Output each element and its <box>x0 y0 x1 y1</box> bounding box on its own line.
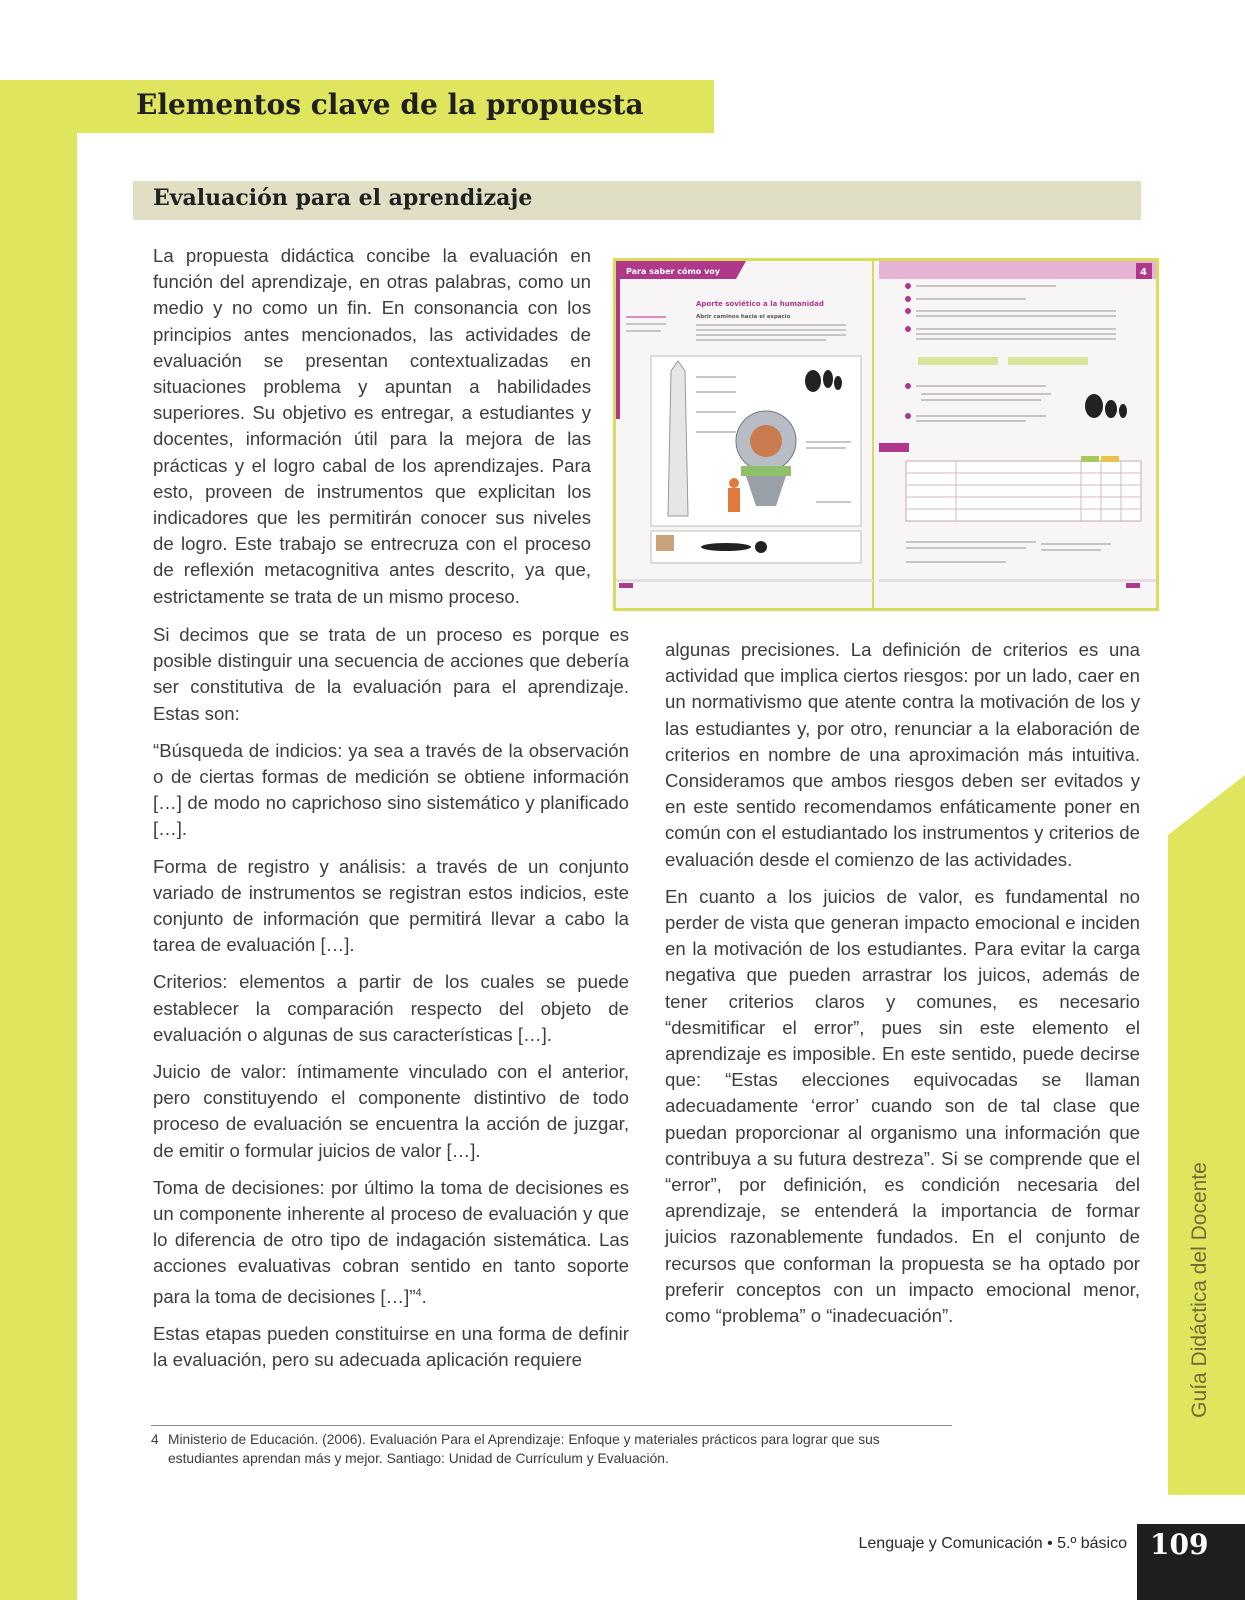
column-a <box>153 243 591 621</box>
footnote-number: 4 <box>151 1432 159 1447</box>
column-b <box>153 622 629 1384</box>
thumb-subheading: Abrir caminos hacia el espacio <box>696 314 791 320</box>
paragraph: “Búsqueda de indicios: ya sea a través de la observación o de ciertas formas de medición se obtiene información […] de modo no caprichoso sino sistemático y planificado […]. <box>153 739 629 840</box>
paragraph: Estas etapas pueden constituirse en una forma de definir la evaluación, pero su adecuada aplicación requiere <box>153 1323 629 1371</box>
page-number: 109 <box>1150 1528 1209 1561</box>
thumb-tab-number: 4 <box>1140 267 1147 278</box>
section-title: Evaluación para el aprendizaje <box>153 185 533 211</box>
page-thumbnail-image <box>613 258 1159 611</box>
paragraph: Criterios: elementos a partir de los cuales se puede establecer la comparación respecto del objeto de evaluación o algunas de sus características […]. <box>153 971 629 1045</box>
paragraph: La propuesta didáctica concibe la evaluación en función del aprendizaje, en otras palabras, como un medio y no como un fin. En consonancia con los principios antes mencionados, las actividades de evaluación se presentan contextualizadas en situaciones problema y apuntan a habilidades superiores. Su objetivo es entregar, a estudiantes y docentes, información útil para la mejora de las prácticas y el logro cabal de los aprendizajes. Para esto, proveen de instrumentos que explicitan los indicadores que les permitirán conocer sus niveles de logro. Este trabajo se entrecruza con el proceso de reflexión metacognitiva antes descrito, ya que, estrictamente se trata de un mismo proceso. <box>153 245 591 607</box>
paragraph: algunas precisiones. La definición de criterios es una actividad que implica ciertos riesgos: por un lado, caer en un normativismo que atente contra la motivación de los y las estudiantes y, por otro, renunciar a la elaboración de criterios en nombre de una aproximación más intuitiva. Consideramos que ambos riesgos deben ser evitados y en este sentido recomendamos enfáticamente poner en común con el estudiantado los instrumentos y criterios de evaluación desde el comienzo de las actividades. <box>665 639 1140 870</box>
column-c <box>665 637 1140 1340</box>
paragraph: Forma de registro y análisis: a través de un conjunto variado de instrumentos se registran estos indicios, este conjunto de información que permitirá llevar a cabo la tarea de evaluación […]. <box>153 855 629 956</box>
footnote-reference[interactable]: 4 <box>415 1286 422 1299</box>
side-label: Guía Didáctica del Docente <box>1188 1162 1211 1418</box>
left-color-band <box>0 80 77 1600</box>
footnote-divider <box>151 1425 952 1426</box>
side-tab-diagonal <box>1168 775 1245 835</box>
thumb-heading: Aporte soviético a la humanidad <box>696 300 824 308</box>
footer-subject: Lenguaje y Comunicación • 5.º básico <box>858 1535 1127 1552</box>
thumbnail-svg <box>616 261 1156 608</box>
footnote <box>151 1430 891 1468</box>
page-title: Elementos clave de la propuesta <box>136 88 644 121</box>
paragraph: Toma de decisiones: por último la toma de decisiones es un componente inherente al proceso de evaluación y que lo diferencia de otro tipo de indagación sistemática. Las acciones evaluativas cobran sentido en tanto soporte para la toma de decisiones […]”$^4$. <box>153 1176 629 1307</box>
paragraph: Juicio de valor: íntimamente vinculado con el anterior, pero constituyendo el componente distintivo de todo proceso de evaluación se encuentra la acción de juzgar, de emitir o formular juicios de valor […]. <box>153 1061 629 1161</box>
paragraph: En cuanto a los juicios de valor, es fundamental no perder de vista que generan impacto emocional e inciden en la motivación de los estudiantes. Para evitar la carga negativa que pueden arrastrar los juicos, además de tener criterios claros y comunes, es necesario “desmitificar el error”, pues sin este elemento el aprendizaje es imposible. En este sentido, puede decirse que: “Estas elecciones equivocadas se llaman adecuadamente ‘error’ cuando son de tal clase que puedan proporcionar al organismo una información que contribuya a su futura destreza”. Si se comprende que el “error”, por definición, es condición necesaria del aprendizaje, se entenderá la importancia de formar juicios razonablemente fundados. En el conjunto de recursos que conforman la propuesta se ha optado por preferir conceptos con un impacto emocional menor, como “problema” o “inadecuación”. <box>665 885 1140 1327</box>
paragraph: Si decimos que se trata de un proceso es porque es posible distinguir una secuencia de acciones que debería ser constitutiva de la evaluación para el aprendizaje. Estas son: <box>153 624 629 724</box>
paragraph-text: Toma de decisiones: por último la toma de decisiones es un componente inherente al proceso de evaluación y que lo diferencia de otro tipo de indagación sistemática. Las acciones evaluativas cobran sentido en tanto soporte para la toma de decisiones […]” <box>153 1176 629 1307</box>
footnote-text: Ministerio de Educación. (2006). Evaluación Para el Aprendizaje: Enfoque y materiales prácticos para lograr que sus estudiantes aprendan más y mejor. Santiago: Unidad de Currículum y Evaluación. <box>168 1432 880 1466</box>
thumb-banner-text: Para saber cómo voy <box>626 267 720 276</box>
